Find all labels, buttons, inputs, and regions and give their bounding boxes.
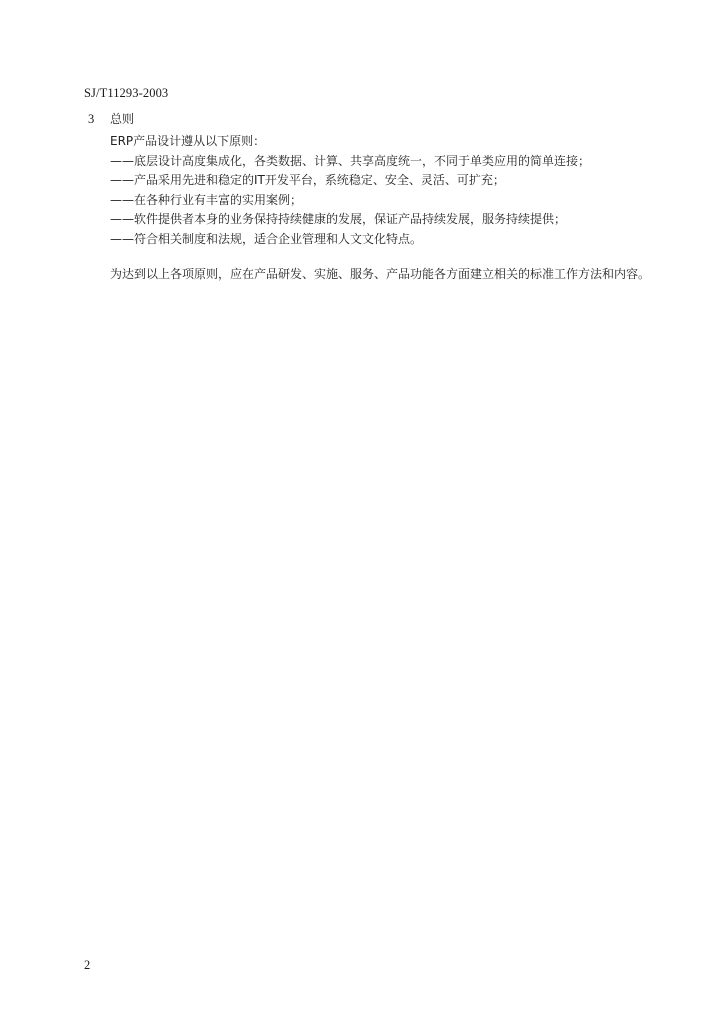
principle-item: ——软件提供者本身的业务保持持续健康的发展，保证产品持续发展，服务持续提供；: [110, 212, 567, 227]
page-number: 2: [84, 958, 91, 972]
principle-item: ——产品采用先进和稳定的IT开发平台，系统稳定、安全、灵活、可扩充；: [110, 173, 505, 188]
principles-list: [110, 132, 670, 250]
body-paragraph: 为达到以上各项原则，应在产品研发、实施、服务、产品功能各方面建立相关的标准工作方法和内容。: [110, 267, 651, 281]
principle-item: ——在各种行业有丰富的实用案例；: [110, 192, 303, 207]
section-number: 3: [88, 112, 95, 126]
document-code: SJ/T11293-2003: [84, 86, 169, 100]
principle-item: ——符合相关制度和法规，适合企业管理和人文文化特点。: [110, 231, 423, 246]
principles-intro: ERP产品设计遵从以下原则：: [110, 134, 266, 148]
section-heading: [88, 110, 134, 127]
section-title: 总则: [110, 112, 135, 126]
principle-item: ——底层设计高度集成化，各类数据、计算、共享高度统一，不同于单类应用的简单连接；: [110, 153, 591, 168]
